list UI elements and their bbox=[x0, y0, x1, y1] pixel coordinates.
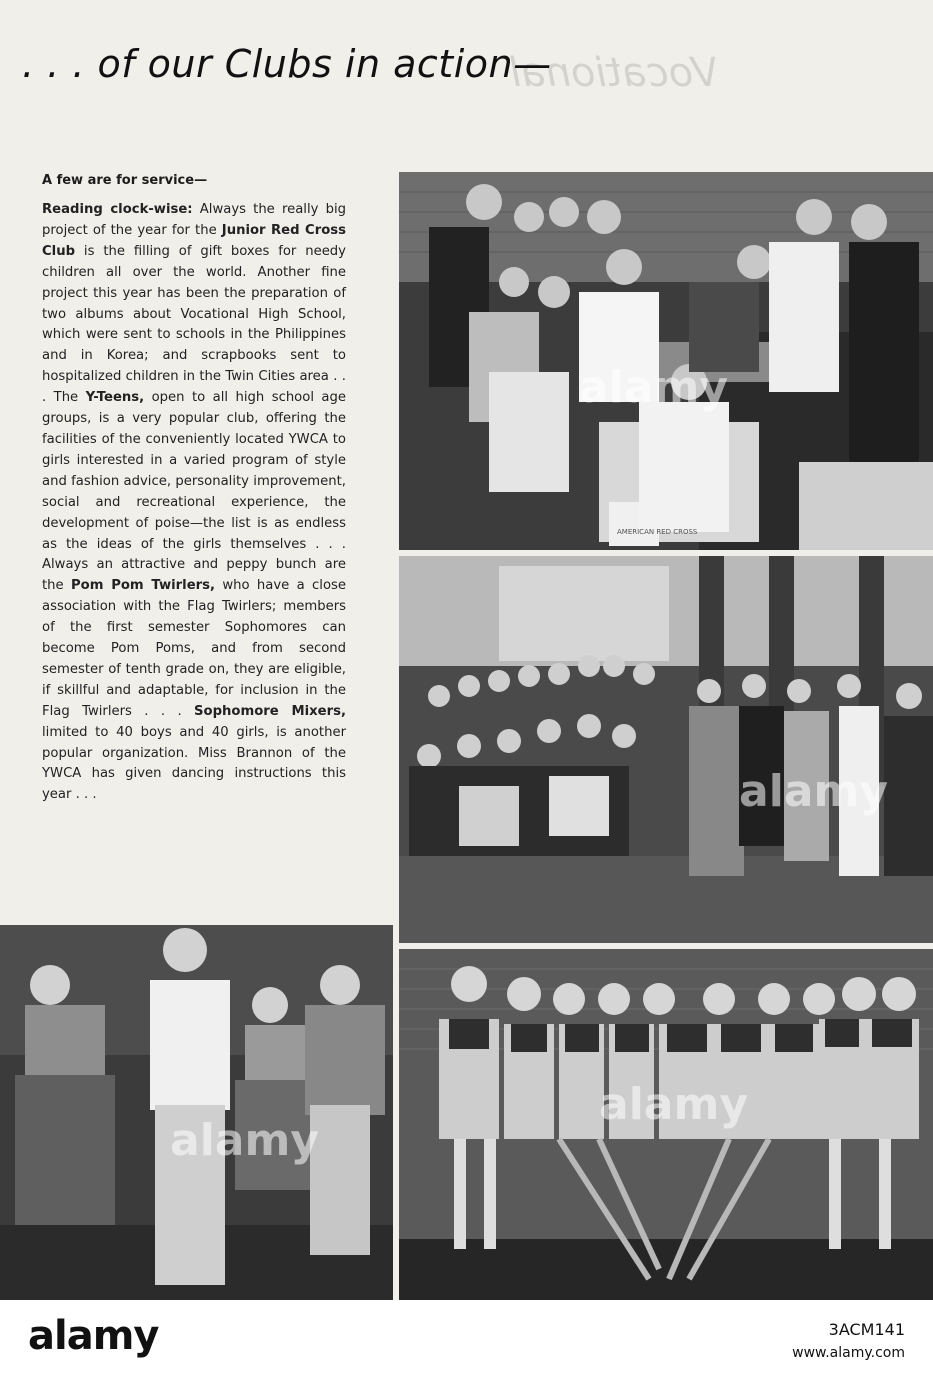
watermark-photo-3: alamy bbox=[170, 1115, 319, 1166]
photo-pom-pom-twirlers bbox=[399, 949, 933, 1300]
club-name-junior-red-cross: Junior Red Cross Club bbox=[42, 222, 346, 259]
page-title: . . . of our Clubs in action— bbox=[22, 42, 552, 86]
photo-y-teens bbox=[399, 556, 933, 943]
site-url: www.alamy.com bbox=[792, 1345, 905, 1361]
watermark-photo-4: alamy bbox=[599, 1079, 748, 1130]
box-label: AMERICAN RED CROSS bbox=[617, 528, 698, 536]
watermark-photo-1: alamy bbox=[579, 362, 728, 413]
photo-pom-pom-twirlers-image bbox=[399, 949, 933, 1300]
section-subhead: A few are for service— bbox=[42, 173, 208, 188]
photo-junior-red-cross bbox=[399, 172, 933, 550]
club-name-y-teens: Y-Teens, bbox=[85, 390, 145, 406]
photo-sophomore-mixers-image bbox=[0, 925, 393, 1300]
club-name-sophomore-mixers: Sophomore Mixers, bbox=[194, 703, 346, 719]
body-text-4: who have a close association with the Flag Twirlers; members of the first semester Sophomores can become Pom Poms, and from second semester of tenth grade on, they are eligible, if skillful and adaptable, for inclusion in the Flag Twirlers . . . bbox=[42, 578, 346, 719]
image-id: 3ACM141 bbox=[828, 1320, 905, 1339]
body-text-3: open to all high school age groups, is a very popular club, offering the facilities of the conveniently located YWCA to girls interested in a varied program of style and fashion advice, personality improvement, social and recreational experience, the development of poise—the list is as endless as the ideas of the girls themselves . . . Always an attractive and peppy bunch are the bbox=[42, 390, 346, 594]
body-paragraph bbox=[42, 200, 346, 806]
lead-phrase: Reading clock-wise: bbox=[42, 202, 193, 217]
club-name-pom-pom-twirlers: Pom Pom Twirlers, bbox=[71, 578, 215, 594]
photo-y-teens-image bbox=[399, 556, 933, 943]
body-text-2: is the filling of gift boxes for needy children all over the world. Another fine project this year has been the preparation of two albums about Vocational High School, which were sent to schools in the Philippines and in Korea; and scrapbooks sent to hospitalized children in the Twin Cities area . . . The bbox=[42, 243, 346, 406]
bleed-title: Vocational bbox=[510, 50, 719, 96]
photo-junior-red-cross-image bbox=[399, 172, 933, 550]
alamy-logo: alamy bbox=[28, 1313, 159, 1359]
photo-sophomore-mixers bbox=[0, 925, 393, 1300]
body-text-1: Always the really big project of the year for the bbox=[42, 202, 346, 238]
body-text-5: limited to 40 boys and 40 girls, is another popular organization. Miss Brannon of the YWCA has given dancing instructions this year . . . bbox=[42, 724, 346, 803]
watermark-photo-2: alamy bbox=[739, 766, 888, 817]
